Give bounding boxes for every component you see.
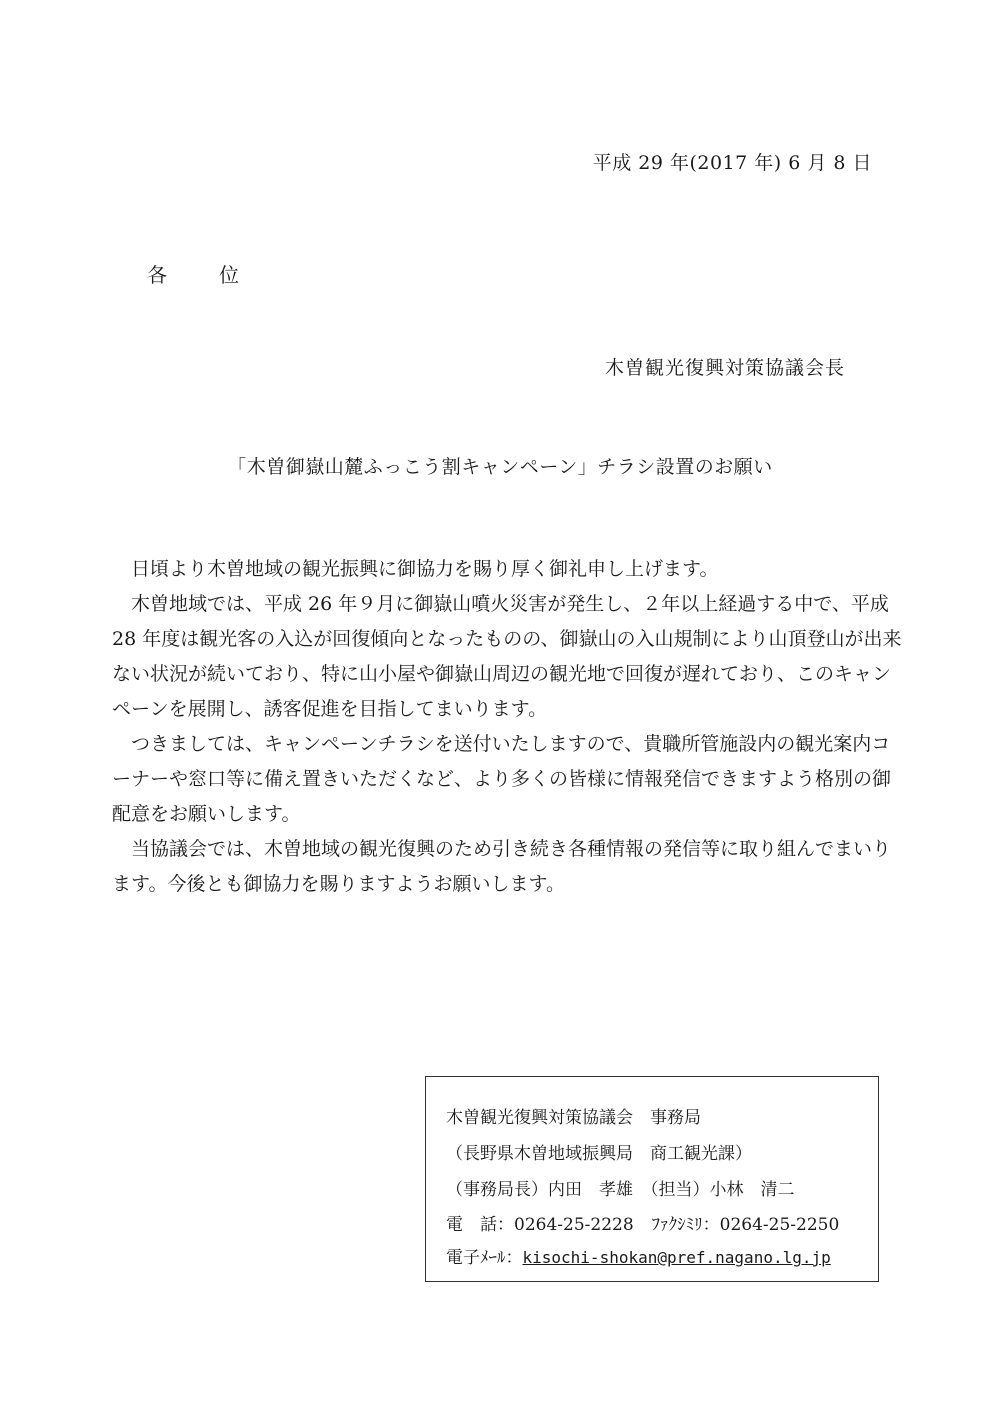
tel-number: 0264-25-2228 — [514, 1215, 634, 1235]
body-line: つきましては、キャンペーンチラシを送付いたしますので、貴職所管施設内の観光案内コ — [112, 733, 891, 755]
fax-label: ﾌｧｸｼﾐﾘ： — [651, 1215, 720, 1235]
body-line: ます。今後とも御協力を賜りますようお願いします。 — [112, 873, 565, 895]
contact-phone-fax — [446, 1210, 839, 1235]
body-line: ペーンを展開し、誘客促進を目指してまいります。 — [112, 698, 548, 720]
sender-title: 木曽観光復興対策協議会長 — [604, 357, 845, 379]
addressee: 各位 — [147, 263, 291, 287]
document-title: 「木曽御嶽山麓ふっこう割キャンペーン」チラシ設置のお願い — [227, 456, 773, 478]
email-label: 電子ﾒｰﾙ： — [446, 1248, 523, 1268]
body-line: 日頃より木曽地域の観光振興に御協力を賜り厚く御礼申し上げます。 — [112, 558, 719, 580]
body-line: 28 年度は観光客の入込が回復傾向となったものの、御嶽山の入山規制により山頂登山が出来 — [112, 628, 902, 650]
tel-label: 電 話： — [446, 1215, 514, 1235]
document-date: 平成 29 年(2017 年) 6 月 8 日 — [592, 152, 872, 174]
contact-persons: （事務局長）内田 孝雄 （担当）小林 清二 — [446, 1180, 795, 1200]
body-line: 当協議会では、木曽地域の観光復興のため引き続き各種情報の発信等に取り組んでまいり — [112, 838, 892, 860]
contact-email — [446, 1243, 831, 1268]
body-text — [112, 552, 902, 902]
contact-dept: （長野県木曽地域振興局 商工観光課） — [446, 1144, 752, 1164]
body-line: 木曽地域では、平成 26 年９月に御嶽山噴火災害が発生し、２年以上経過する中で、平成 — [112, 593, 889, 615]
contact-box — [425, 1076, 879, 1282]
fax-number: 0264-25-2250 — [719, 1215, 840, 1235]
body-line: 配意をお願いします。 — [112, 803, 301, 825]
contact-org: 木曽観光復興対策協議会 事務局 — [446, 1108, 701, 1128]
body-line: ない状況が続いており、特に山小屋や御嶽山周辺の観光地で回復が遅れており、このキャン — [112, 663, 892, 685]
body-line: ーナーや窓口等に備え置きいただくなど、より多くの皆様に情報発信できますよう格別の御 — [112, 768, 892, 790]
email-link[interactable]: kisochi-shokan@pref.nagano.lg.jp — [522, 1248, 831, 1267]
